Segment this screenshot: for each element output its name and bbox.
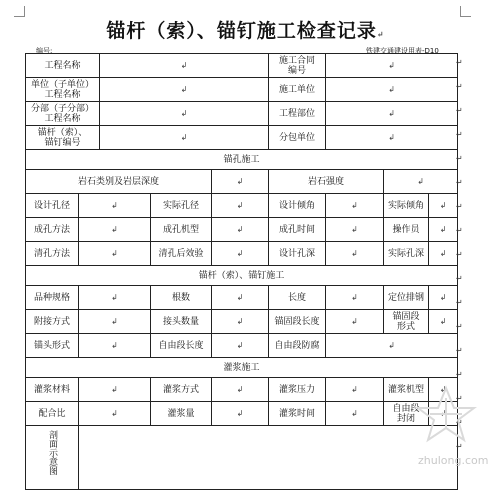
row-end-mark: ↵	[456, 322, 463, 331]
row-end-mark: ↵	[456, 82, 463, 91]
value-grout-quantity[interactable]: ↲	[212, 402, 269, 426]
table-row	[26, 402, 458, 426]
label-rock-type-depth: 岩石类别及岩层深度	[26, 170, 212, 194]
document-title: 锚杆（索）、锚钉施工检查记录↵	[106, 20, 385, 42]
label-drilling-method: 成孔方法	[26, 218, 79, 242]
value-joint-count[interactable]: ↲	[212, 310, 269, 334]
section-title-grouting: 灌浆施工	[26, 358, 458, 378]
table-row	[26, 54, 458, 78]
form-code: 铁建交通建设用表-D10	[366, 47, 439, 55]
section-row	[26, 150, 458, 170]
row-end-mark: ↵	[456, 394, 463, 403]
label-mix-ratio: 配合比	[26, 402, 79, 426]
table-row	[26, 310, 458, 334]
value-rock-type-depth[interactable]: ↲	[212, 170, 269, 194]
value-design-hole-depth[interactable]: ↲	[326, 242, 384, 266]
value-anchor-head-form[interactable]: ↲	[79, 334, 151, 358]
label-free-section-anticorrosion: 自由段防腐	[269, 334, 326, 358]
label-anchor-number: 锚杆（索）、 锚钉编号	[26, 126, 100, 150]
row-end-mark: ↵	[456, 250, 463, 259]
label-grouting-method: 灌浆方式	[151, 378, 212, 402]
label-grouting-machine: 灌浆机型	[384, 378, 429, 402]
value-rock-strength[interactable]: ↲	[384, 170, 458, 194]
row-end-mark: ↵	[456, 226, 463, 235]
label-free-length: 自由段长度	[151, 334, 212, 358]
row-end-mark: ↵	[456, 346, 463, 355]
label-grout-material: 灌浆材料	[26, 378, 79, 402]
label-grout-quantity: 灌浆量	[151, 402, 212, 426]
value-drilling-method[interactable]: ↲	[79, 218, 151, 242]
table-row	[26, 78, 458, 102]
table-row	[26, 242, 458, 266]
value-grouting-time[interactable]: ↲	[326, 402, 384, 426]
label-anchor-head-form: 锚头形式	[26, 334, 79, 358]
value-grouting-method[interactable]: ↲	[212, 378, 269, 402]
value-anchor-number[interactable]: ↲	[100, 126, 269, 150]
watermark-logo-icon	[410, 384, 482, 446]
value-anchorage-length[interactable]: ↲	[326, 310, 384, 334]
row-end-mark: ↵	[456, 370, 463, 379]
label-actual-inclination: 实际倾角	[384, 194, 429, 218]
label-unit-project-name: 单位（子单位） 工程名称	[26, 78, 100, 102]
label-actual-hole-diameter: 实际孔径	[151, 194, 212, 218]
value-length[interactable]: ↲	[326, 286, 384, 310]
label-free-section-sealing: 自由段 封闭	[384, 402, 429, 426]
value-free-section-anticorrosion[interactable]: ↲	[326, 334, 458, 358]
label-type-spec: 品种规格	[26, 286, 79, 310]
value-grouting-machine[interactable]: ↲	[429, 378, 458, 402]
label-design-hole-depth: 设计孔深	[269, 242, 326, 266]
label-project-name: 工程名称	[26, 54, 100, 78]
row-end-mark: ↵	[456, 178, 463, 187]
value-actual-inclination[interactable]: ↲	[429, 194, 458, 218]
table-row	[26, 334, 458, 358]
label-design-hole-diameter: 设计孔径	[26, 194, 79, 218]
value-mix-ratio[interactable]: ↲	[79, 402, 151, 426]
label-joint-count: 接头数量	[151, 310, 212, 334]
value-free-section-sealing[interactable]: ↲	[429, 402, 458, 426]
value-unit-project-name[interactable]: ↲	[100, 78, 269, 102]
label-design-inclination: 设计倾角	[269, 194, 326, 218]
table-row	[26, 218, 458, 242]
label-length: 长度	[269, 286, 326, 310]
label-rock-strength: 岩石强度	[269, 170, 384, 194]
label-connection-method: 附接方式	[26, 310, 79, 334]
value-design-inclination[interactable]: ↲	[326, 194, 384, 218]
row-end-mark: ↵	[456, 298, 463, 307]
value-post-cleaning-check[interactable]: ↲	[212, 242, 269, 266]
value-section-diagram[interactable]	[79, 426, 458, 490]
section-title-drilling: 锚孔施工	[26, 150, 458, 170]
value-design-hole-diameter[interactable]: ↲	[79, 194, 151, 218]
label-subcontractor: 分包单位	[269, 126, 326, 150]
label-sub-project-name: 分部（子分部） 工程名称	[26, 102, 100, 126]
inspection-record-table	[25, 53, 458, 490]
label-actual-hole-depth: 实际孔深	[384, 242, 429, 266]
table-row	[26, 378, 458, 402]
value-actual-hole-depth[interactable]: ↲	[429, 242, 458, 266]
table-row	[26, 170, 458, 194]
label-positioning-rebar: 定位排钢	[384, 286, 429, 310]
label-post-cleaning-check: 清孔后效验	[151, 242, 212, 266]
section-row	[26, 358, 458, 378]
label-count: 根数	[151, 286, 212, 310]
label-drilling-machine: 成孔机型	[151, 218, 212, 242]
value-actual-hole-diameter[interactable]: ↲	[212, 194, 269, 218]
row-end-mark: ↵	[456, 202, 463, 211]
row-end-mark: ↵	[456, 58, 463, 67]
value-project-location[interactable]: ↲	[326, 102, 458, 126]
label-project-location: 工程部位	[269, 102, 326, 126]
value-type-spec[interactable]: ↲	[79, 286, 151, 310]
value-connection-method[interactable]: ↲	[79, 310, 151, 334]
label-operator: 操作员	[384, 218, 429, 242]
value-drilling-time[interactable]: ↲	[326, 218, 384, 242]
value-positioning-rebar[interactable]: ↲	[429, 286, 458, 310]
label-drilling-time: 成孔时间	[269, 218, 326, 242]
value-contract-number[interactable]: ↲	[326, 54, 458, 78]
value-count[interactable]: ↲	[212, 286, 269, 310]
label-contract-number: 施工合同 编号	[269, 54, 326, 78]
row-end-mark: ↵	[456, 418, 463, 427]
label-grouting-time: 灌浆时间	[269, 402, 326, 426]
row-end-mark: ↵	[456, 106, 463, 115]
label-anchorage-length: 锚固段长度	[269, 310, 326, 334]
form-number-label: 编号:	[36, 47, 53, 55]
value-subcontractor[interactable]: ↲	[326, 126, 458, 150]
value-free-length[interactable]: ↲	[212, 334, 269, 358]
row-end-mark: ↵	[456, 154, 463, 163]
value-drilling-machine[interactable]: ↲	[212, 218, 269, 242]
row-end-mark: ↵	[456, 130, 463, 139]
table-row	[26, 126, 458, 150]
value-operator[interactable]: ↲	[429, 218, 458, 242]
value-grouting-pressure[interactable]: ↲	[326, 378, 384, 402]
value-sub-project-name[interactable]: ↲	[100, 102, 269, 126]
value-cleaning-method[interactable]: ↲	[79, 242, 151, 266]
table-row	[26, 286, 458, 310]
label-anchorage-form: 锚固段 形式	[384, 310, 429, 334]
value-project-name[interactable]: ↲	[100, 54, 269, 78]
label-cleaning-method: 清孔方法	[26, 242, 79, 266]
label-section-diagram: 剖面示意图	[26, 426, 79, 490]
table-row	[26, 426, 458, 490]
row-end-mark: ↵	[456, 274, 463, 283]
value-anchorage-form[interactable]: ↲	[429, 310, 458, 334]
row-end-mark: ↵	[456, 442, 463, 451]
watermark-text: zhulong.com	[418, 454, 489, 467]
label-construction-unit: 施工单位	[269, 78, 326, 102]
table-row	[26, 194, 458, 218]
section-row	[26, 266, 458, 286]
value-grout-material[interactable]: ↲	[79, 378, 151, 402]
label-grouting-pressure: 灌浆压力	[269, 378, 326, 402]
section-title-anchor: 锚杆（索）、锚钉施工	[26, 266, 458, 286]
table-row	[26, 102, 458, 126]
value-construction-unit[interactable]: ↲	[326, 78, 458, 102]
